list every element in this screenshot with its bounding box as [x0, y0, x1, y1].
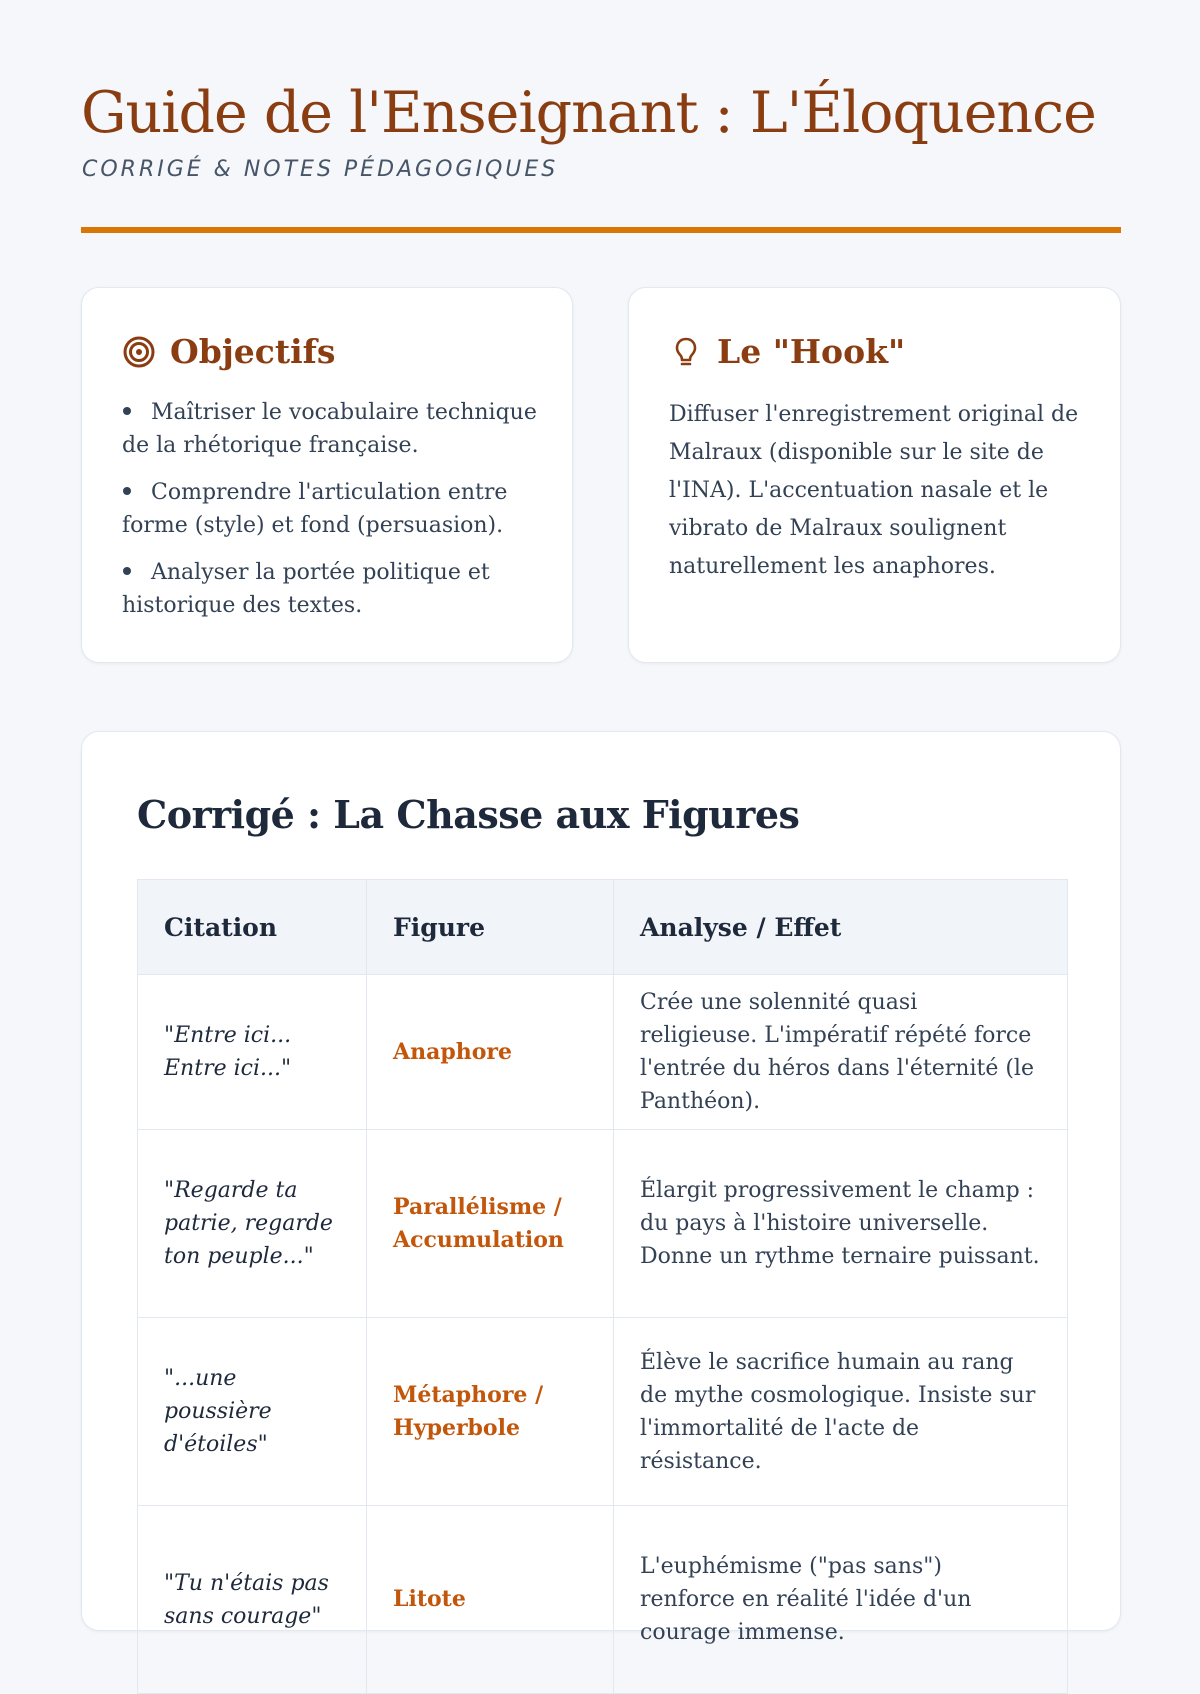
bullet-icon [123, 407, 131, 415]
hook-text: Diffuser l'enregistrement original de Malraux (disponible sur le site de l'INA). L'accentuation nasale et le vibrato de Malraux soulignent naturellement les anaphores. [669, 402, 1079, 579]
objective-text: Analyser la portée politique et historique des textes. [122, 560, 490, 618]
objectives-heading: Objectifs [170, 332, 336, 371]
table-row [138, 975, 1068, 1130]
answer-key-card [81, 731, 1121, 1645]
analysis-cell: Élève le sacrifice humain au rang de mythe cosmologique. Insiste sur l'immortalité de l'acte de résistance. [614, 1318, 1068, 1506]
objectives-list [122, 396, 542, 636]
citation-cell: "...une poussière d'étoiles" [138, 1318, 367, 1506]
column-header-citation: Citation [138, 880, 367, 975]
lightbulb-icon [669, 335, 703, 369]
citation-cell: "Tu n'étais pas sans courage" [138, 1506, 367, 1694]
table-row [138, 1318, 1068, 1506]
objectives-header [122, 332, 335, 371]
citation-cell: "Entre ici... Entre ici..." [138, 975, 367, 1130]
figure-cell: Anaphore [367, 975, 614, 1130]
hook-heading: Le "Hook" [717, 332, 906, 371]
header-divider [81, 227, 1121, 233]
page-subtitle: CORRIGÉ & NOTES PÉDAGOGIQUES [82, 157, 559, 182]
bullet-icon [123, 567, 131, 575]
citation-cell: "Regarde ta patrie, regarde ton peuple..." [138, 1130, 367, 1318]
analysis-cell: Élargit progressivement le champ : du pays à l'histoire universelle. Donne un rythme ternaire puissant. [614, 1130, 1068, 1318]
table-header-row [138, 880, 1068, 975]
hook-header [669, 332, 905, 371]
table-row [138, 1130, 1068, 1318]
figure-cell: Métaphore / Hyperbole [367, 1318, 614, 1506]
target-icon [122, 335, 156, 369]
answer-key-title: Corrigé : La Chasse aux Figures [137, 792, 800, 837]
analysis-cell: L'euphémisme ("pas sans") renforce en réalité l'idée d'un courage immense. [614, 1506, 1068, 1694]
column-header-figure: Figure [367, 880, 614, 975]
objective-item [122, 396, 542, 462]
objectives-card [81, 287, 573, 663]
page-title: Guide de l'Enseignant : L'Éloquence [81, 80, 1096, 146]
figures-table [137, 879, 1068, 1694]
bullet-icon [123, 487, 131, 495]
objective-text: Comprendre l'articulation entre forme (style) et fond (persuasion). [122, 480, 508, 538]
objective-text: Maîtriser le vocabulaire technique de la rhétorique française. [122, 400, 537, 458]
column-header-analysis: Analyse / Effet [614, 880, 1068, 975]
figure-cell: Litote [367, 1506, 614, 1694]
analysis-cell: Crée une solennité quasi religieuse. L'impératif répété force l'entrée du héros dans l'éternité (le Panthéon). [614, 975, 1068, 1130]
objective-item [122, 556, 542, 622]
objective-item [122, 476, 542, 542]
hook-card [628, 287, 1121, 663]
figure-cell: Parallélisme / Accumulation [367, 1130, 614, 1318]
